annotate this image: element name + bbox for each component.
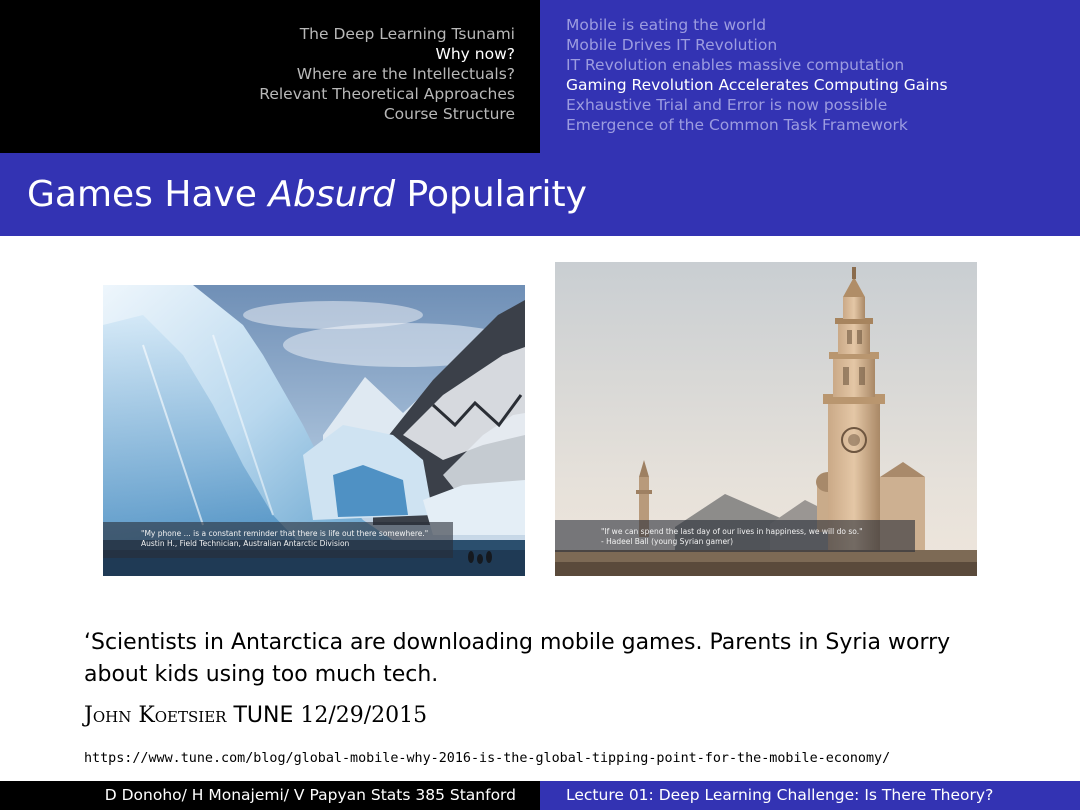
- antarctica-caption: [103, 522, 453, 558]
- source-citation: [84, 700, 427, 732]
- nav-section-deep-learning-tsunami[interactable]: The Deep Learning Tsunami: [299, 25, 515, 43]
- title-emphasis: Absurd: [268, 174, 396, 215]
- nav-subsection-mobile-drives-it[interactable]: Mobile Drives IT Revolution: [566, 36, 778, 54]
- syria-caption-attribution: - Hadeel Ball (young Syrian gamer): [601, 537, 734, 546]
- nav-section-course-structure[interactable]: Course Structure: [383, 105, 515, 123]
- source-author: John Koetsier: [84, 703, 227, 728]
- nav-section-why-now[interactable]: Why now?: [435, 45, 515, 63]
- source-outlet: TUNE: [233, 703, 294, 728]
- slide-title: [0, 153, 1080, 236]
- title-prefix: Games Have: [27, 174, 269, 215]
- title-suffix: Popularity: [395, 174, 587, 215]
- syria-mosque-photo: [555, 262, 977, 576]
- quote-line-1: ‘Scientists in Antarctica are downloading mobile games. Parents in Syria worry: [84, 630, 951, 655]
- article-quote: [84, 627, 1024, 691]
- quote-line-2: about kids using too much tech.: [84, 662, 439, 687]
- source-date: 12/29/2015: [300, 703, 428, 728]
- antarctica-caption-attribution: Austin H., Field Technician, Australian Antarctic Division: [141, 539, 350, 548]
- nav-subsection-trial-and-error[interactable]: Exhaustive Trial and Error is now possible: [566, 96, 888, 114]
- subsection-navigation: [540, 0, 1080, 153]
- syria-caption-quote: "If we can spend the last day of our lives in happiness, we will do so.": [601, 527, 863, 536]
- section-navigation: [0, 0, 540, 153]
- nav-subsection-massive-computation[interactable]: IT Revolution enables massive computation: [566, 56, 905, 74]
- nav-subsection-common-task-framework[interactable]: Emergence of the Common Task Framework: [566, 116, 908, 134]
- nav-subsection-mobile-eating-world[interactable]: Mobile is eating the world: [566, 16, 767, 34]
- antarctica-caption-quote: "My phone ... is a constant reminder that there is life out there somewhere.": [141, 529, 429, 538]
- nav-subsection-gaming-revolution[interactable]: Gaming Revolution Accelerates Computing Gains: [566, 76, 948, 94]
- antarctica-photo: [103, 285, 525, 576]
- nav-section-intellectuals[interactable]: Where are the Intellectuals?: [296, 65, 515, 83]
- footer-authors: D Donoho/ H Monajemi/ V Papyan Stats 385 Stanford: [0, 781, 540, 810]
- footer-lecture-title: Lecture 01: Deep Learning Challenge: Is There Theory?: [540, 781, 1080, 810]
- nav-section-theoretical-approaches[interactable]: Relevant Theoretical Approaches: [259, 85, 515, 103]
- syria-caption: [555, 520, 915, 552]
- source-url-link[interactable]: https://www.tune.com/blog/global-mobile-why-2016-is-the-global-tipping-point-for-the-mobile-economy/: [84, 751, 891, 766]
